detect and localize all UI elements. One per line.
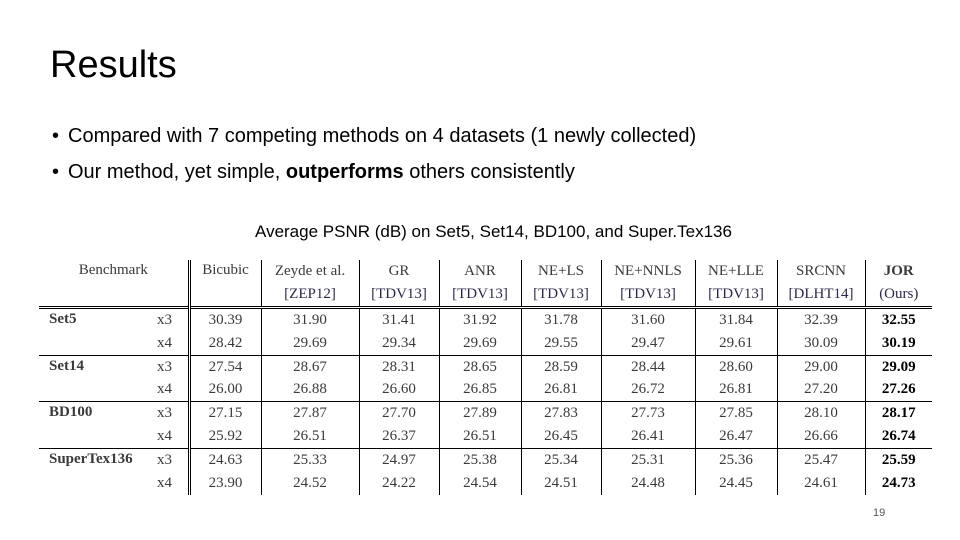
value-cell: 27.87 <box>261 402 359 425</box>
value-cell: 31.84 <box>695 307 777 331</box>
bullet-text: Our method, yet simple, <box>68 161 286 183</box>
value-cell: 28.31 <box>359 355 439 378</box>
benchmark-name: Set5 <box>39 307 149 355</box>
best-value-cell: 26.74 <box>881 428 916 445</box>
method-header: GR <box>359 260 439 283</box>
method-header: NE+LS <box>521 260 601 283</box>
value-cell: 26.51 <box>439 425 521 448</box>
method-header: Bicubic <box>189 260 261 307</box>
value-cell: 26.37 <box>359 425 439 448</box>
value-cell: 24.97 <box>359 449 439 472</box>
method-header: Zeyde et al. <box>261 260 359 283</box>
method-header: JOR <box>883 262 914 279</box>
value-cell: 31.90 <box>261 307 359 331</box>
value-cell: 26.66 <box>777 425 865 448</box>
value-cell: 27.70 <box>359 402 439 425</box>
value-cell: 24.61 <box>777 472 865 495</box>
slide-title: Results <box>50 44 177 86</box>
method-citation: [TDV13] <box>521 283 601 307</box>
value-cell: 28.65 <box>439 355 521 378</box>
method-citation: (Ours) <box>879 285 919 302</box>
value-cell: 27.89 <box>439 402 521 425</box>
best-value-cell: 24.73 <box>881 475 916 492</box>
method-citation: [TDV13] <box>695 283 777 307</box>
value-cell: 28.10 <box>777 402 865 425</box>
value-cell: 26.88 <box>261 379 359 402</box>
value-cell: 28.67 <box>261 355 359 378</box>
value-cell: 25.31 <box>601 449 695 472</box>
value-cell: 29.69 <box>261 332 359 355</box>
value-cell: 30.09 <box>777 332 865 355</box>
bullet-text: others consistently <box>403 161 575 183</box>
table-row <box>39 355 932 378</box>
value-cell: 24.51 <box>521 472 601 495</box>
value-cell: 27.54 <box>189 355 261 378</box>
value-cell: 31.41 <box>359 307 439 331</box>
value-cell: 29.61 <box>695 332 777 355</box>
best-value-cell: 30.19 <box>881 334 916 351</box>
scale-factor: x3 <box>149 355 189 378</box>
value-cell: 27.83 <box>521 402 601 425</box>
benchmark-name: SuperTex136 <box>39 449 149 495</box>
value-cell: 31.60 <box>601 307 695 331</box>
value-cell: 30.39 <box>189 307 261 331</box>
value-cell: 25.47 <box>777 449 865 472</box>
best-value-cell: 32.55 <box>865 307 932 331</box>
best-value-cell: 27.26 <box>881 381 916 398</box>
scale-factor: x4 <box>149 425 189 448</box>
best-value-cell: 28.17 <box>865 402 932 425</box>
best-value-cell: 29.09 <box>865 355 932 378</box>
value-cell: 26.41 <box>601 425 695 448</box>
table-row <box>39 449 932 472</box>
value-cell: 29.34 <box>359 332 439 355</box>
value-cell: 24.52 <box>261 472 359 495</box>
method-header: ANR <box>439 260 521 283</box>
value-cell: 31.78 <box>521 307 601 331</box>
bullet-text: Compared with 7 competing methods on 4 datasets (1 newly collected) <box>68 125 697 147</box>
scale-factor: x3 <box>149 402 189 425</box>
table-row <box>39 379 932 402</box>
value-cell: 27.15 <box>189 402 261 425</box>
table-caption: Average PSNR (dB) on Set5, Set14, BD100, and Super.Tex136 <box>255 222 732 241</box>
value-cell: 25.38 <box>439 449 521 472</box>
value-cell: 31.92 <box>439 307 521 331</box>
value-cell: 26.00 <box>189 379 261 402</box>
value-cell: 27.20 <box>777 379 865 402</box>
value-cell: 27.73 <box>601 402 695 425</box>
value-cell: 29.55 <box>521 332 601 355</box>
bullet-emphasis: outperforms <box>285 161 404 183</box>
value-cell: 28.44 <box>601 355 695 378</box>
method-citation: [ZEP12] <box>261 283 359 307</box>
value-cell: 25.36 <box>695 449 777 472</box>
value-cell: 26.85 <box>439 379 521 402</box>
table-row <box>39 402 932 425</box>
benchmark-name: Set14 <box>39 355 149 402</box>
scale-factor: x4 <box>149 332 189 355</box>
bullet-item <box>52 158 696 194</box>
table-row <box>39 472 932 495</box>
bullet-item <box>52 122 696 158</box>
method-header: NE+LLE <box>695 260 777 283</box>
bullet-dot: • <box>52 161 60 183</box>
value-cell: 32.39 <box>777 307 865 331</box>
page-number: 19 <box>873 507 886 519</box>
value-cell: 26.45 <box>521 425 601 448</box>
best-value-cell: 25.59 <box>865 449 932 472</box>
value-cell: 25.34 <box>521 449 601 472</box>
method-citation: [TDV13] <box>359 283 439 307</box>
value-cell: 25.92 <box>189 425 261 448</box>
bullet-dot: • <box>52 125 60 147</box>
value-cell: 24.63 <box>189 449 261 472</box>
method-header: NE+NNLS <box>601 260 695 283</box>
value-cell: 29.47 <box>601 332 695 355</box>
method-header: SRCNN <box>777 260 865 283</box>
method-citation: [TDV13] <box>601 283 695 307</box>
value-cell: 24.54 <box>439 472 521 495</box>
method-citation: [DLHT14] <box>777 283 865 307</box>
value-cell: 27.85 <box>695 402 777 425</box>
benchmark-name: BD100 <box>39 402 149 449</box>
value-cell: 26.60 <box>359 379 439 402</box>
psnr-results-table <box>39 260 932 495</box>
scale-factor: x4 <box>149 472 189 495</box>
table-row <box>39 425 932 448</box>
value-cell: 26.47 <box>695 425 777 448</box>
value-cell: 26.72 <box>601 379 695 402</box>
value-cell: 24.48 <box>601 472 695 495</box>
value-cell: 29.00 <box>777 355 865 378</box>
method-citation: [TDV13] <box>439 283 521 307</box>
value-cell: 26.81 <box>695 379 777 402</box>
table-row <box>39 332 932 355</box>
value-cell: 28.59 <box>521 355 601 378</box>
table-row <box>39 307 932 331</box>
value-cell: 28.42 <box>189 332 261 355</box>
value-cell: 26.81 <box>521 379 601 402</box>
scale-factor: x3 <box>149 449 189 472</box>
value-cell: 25.33 <box>261 449 359 472</box>
bullet-list <box>52 122 696 194</box>
value-cell: 29.69 <box>439 332 521 355</box>
table-header-row <box>39 260 932 283</box>
benchmark-header: Benchmark <box>39 260 189 307</box>
scale-factor: x3 <box>149 307 189 331</box>
value-cell: 23.90 <box>189 472 261 495</box>
value-cell: 28.60 <box>695 355 777 378</box>
value-cell: 24.22 <box>359 472 439 495</box>
scale-factor: x4 <box>149 379 189 402</box>
value-cell: 26.51 <box>261 425 359 448</box>
value-cell: 24.45 <box>695 472 777 495</box>
